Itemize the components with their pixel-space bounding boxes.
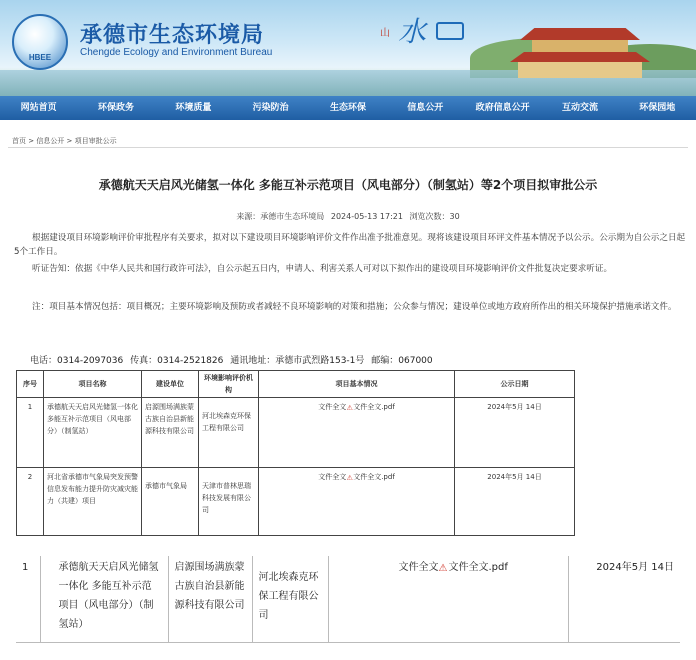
article-meta <box>0 211 696 222</box>
table-row <box>17 398 575 468</box>
breadcrumb-sep: > <box>26 137 37 145</box>
calligraphy-logo <box>376 10 466 54</box>
col-header: 公示日期 <box>455 371 575 398</box>
pavilion-roof <box>520 28 640 40</box>
article-paragraph <box>14 231 686 259</box>
info-label: 文件全文 <box>318 473 347 481</box>
cell-date: 2024年5月 14日 <box>455 398 575 468</box>
cell-builder: 启源围场满族蒙古族自治县新能源科技有限公司 <box>142 398 199 468</box>
cell-builder: 启源围场满族蒙古族自治县新能源科技有限公司 <box>168 556 252 642</box>
nav-item-pollution[interactable]: 污染防治 <box>252 103 289 113</box>
cell-name: 河北省承德市气象局突发预警信息发布能力提升防灾减灾能力（共建）项目 <box>44 468 142 536</box>
nav-item-home[interactable]: 网站首页 <box>20 103 57 113</box>
cell-agency: 河北埃森克环保工程有限公司 <box>199 398 259 468</box>
table-header-row <box>17 371 575 398</box>
pdf-link[interactable]: 文件全文.pdf <box>448 562 508 573</box>
header-banner <box>0 0 696 96</box>
calligraphy-small: 山 <box>380 28 390 39</box>
breadcrumb-current[interactable]: 项目审批公示 <box>74 137 117 145</box>
contact-fax: 传真：0314-2521826 <box>130 356 224 366</box>
cell-no: 1 <box>16 556 40 642</box>
cell-date: 2024年5月 14日 <box>568 556 680 642</box>
main-nav <box>0 96 696 120</box>
calligraphy-big: 水 <box>398 15 427 48</box>
article-title: 承德航天天启风光储氢一体化 多能互补示范项目（风电部分）（制氢站）等2个项目拟审批公示 <box>98 178 598 192</box>
pdf-file-icon: ⚠ <box>438 563 448 574</box>
article-paragraph <box>14 300 686 314</box>
contact-postcode: 邮编：067000 <box>371 356 433 366</box>
pavilion-body <box>518 62 642 78</box>
paragraph-text: 听证告知：依据《中华人民共和国行政许可法》，自公示起五日内，申请人、利害关系人可对以下拟作出的建设项目环境影响评价文件批复决定要求听证。 <box>32 264 613 274</box>
nav-item-quality[interactable]: 环境质量 <box>175 103 212 113</box>
nav-item-ecology[interactable]: 生态环保 <box>329 103 366 113</box>
cell-info <box>328 556 568 642</box>
site-title[interactable]: 承德市生态环境局 <box>80 23 265 48</box>
col-header: 项目名称 <box>44 371 142 398</box>
cell-name: 承德航天天启风光储氢一体化 多能互补示范项目（风电部分）（制氢站） <box>44 398 142 468</box>
breadcrumb-home[interactable]: 首页 <box>12 137 26 145</box>
article-paragraph <box>14 262 686 276</box>
zoomed-table-row <box>16 556 680 643</box>
col-header: 项目基本情况 <box>259 371 455 398</box>
table-row <box>16 556 680 642</box>
pdf-link[interactable]: 文件全文.pdf <box>353 403 395 411</box>
pdf-file-icon: ⚠ <box>346 404 353 412</box>
col-header: 序号 <box>17 371 44 398</box>
nav-item-info[interactable]: 信息公开 <box>407 103 444 113</box>
site-subtitle: Chengde Ecology and Environment Bureau <box>80 47 273 58</box>
stamp-icon <box>436 22 464 40</box>
pavilion-roof <box>510 52 650 62</box>
paragraph-text: 根据建设项目环境影响评价审批程序有关要求，拟对以下建设项目环境影响评价文件作出准予批准意见。现将该建设项目环评文件基本情况予以公示。公示期为自公示之日起5个工作日。 <box>14 233 686 257</box>
breadcrumb-info[interactable]: 信息公开 <box>36 137 65 145</box>
contact-phone: 电话：0314-2097036 <box>30 356 124 366</box>
article-source: 来源：承德市生态环境局 <box>236 212 325 221</box>
project-table <box>16 370 575 536</box>
cell-info <box>259 468 455 536</box>
cell-builder: 承德市气象局 <box>142 468 199 536</box>
breadcrumb <box>12 136 117 146</box>
pdf-link[interactable]: 文件全文.pdf <box>353 473 395 481</box>
table-row <box>17 468 575 536</box>
cell-agency: 河北埃森克环保工程有限公司 <box>252 556 328 642</box>
nav-item-garden[interactable]: 环保园地 <box>639 103 676 113</box>
contact-info <box>30 353 437 366</box>
pavilion-image <box>500 20 660 80</box>
paragraph-text: 注：项目基本情况包括：项目概况；主要环境影响及预防或者减轻不良环境影响的对策和措施；公众参与情况；建设单位或地方政府所作出的相关环境保护措施承诺文件。 <box>32 302 677 312</box>
cell-no: 2 <box>17 468 44 536</box>
cell-no: 1 <box>17 398 44 468</box>
info-label: 文件全文 <box>318 403 347 411</box>
divider <box>8 147 688 148</box>
cell-date: 2024年5月 14日 <box>455 468 575 536</box>
nav-item-interaction[interactable]: 互动交流 <box>561 103 598 113</box>
breadcrumb-sep: > <box>64 137 75 145</box>
info-label: 文件全文 <box>398 562 439 573</box>
col-header: 建设单位 <box>142 371 199 398</box>
bureau-logo[interactable] <box>12 14 68 70</box>
cell-info <box>259 398 455 468</box>
logo-text: HBEE <box>28 53 52 62</box>
nav-item-affairs[interactable]: 环保政务 <box>97 103 134 113</box>
pavilion-body <box>532 40 628 54</box>
cell-name: 承德航天天启风光储氢一体化 多能互补示范项目（风电部分）（制氢站） <box>40 556 168 642</box>
article-date: 2024-05-13 17:21 <box>330 212 403 221</box>
contact-address: 通讯地址：承德市武烈路153-1号 <box>230 356 365 366</box>
pdf-file-icon: ⚠ <box>346 474 353 482</box>
col-header: 环境影响评价机构 <box>199 371 259 398</box>
cell-agency: 天津市普林思瑞科技发展有限公司 <box>199 468 259 536</box>
nav-item-gov-info[interactable]: 政府信息公开 <box>475 103 530 113</box>
article-views: 浏览次数：30 <box>409 212 460 221</box>
